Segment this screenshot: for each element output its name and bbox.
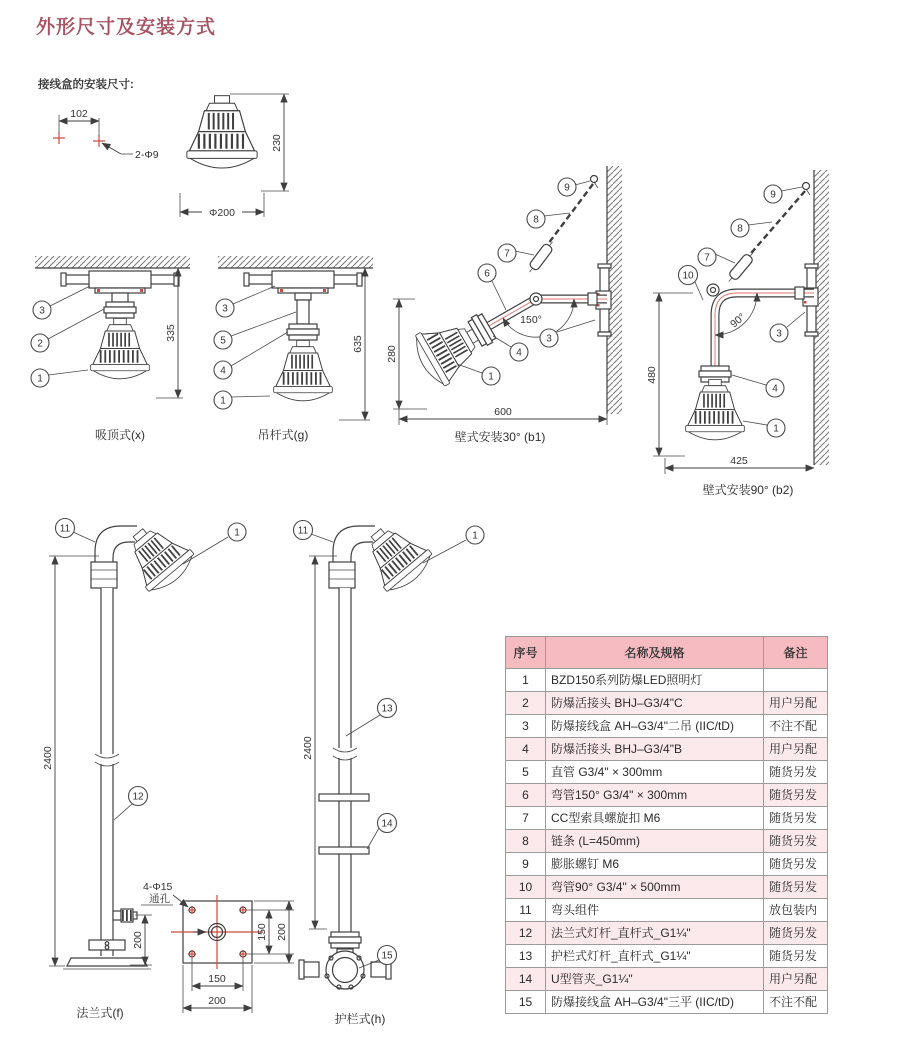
dim-width-425: 425 xyxy=(730,455,748,467)
table-header-row xyxy=(506,637,828,669)
lamp-icon xyxy=(686,379,745,439)
col-note: 随货另发 xyxy=(764,945,828,968)
col-name: 防爆接线盒 AH–G3/4"三平 (IIC/tD) xyxy=(546,991,764,1014)
svg-text:4: 4 xyxy=(772,383,778,395)
col-note: 随货另发 xyxy=(764,876,828,899)
col-header-note: 备注 xyxy=(764,637,828,669)
svg-text:1: 1 xyxy=(220,395,226,407)
parts-table-body xyxy=(506,669,828,1014)
callout-3 xyxy=(540,320,595,347)
table-row xyxy=(506,922,828,945)
pole xyxy=(333,588,357,932)
callout-1 xyxy=(31,369,88,387)
svg-text:4: 4 xyxy=(516,347,522,359)
callout-3 xyxy=(216,286,275,317)
col-name: U型管夹_G1¼" xyxy=(546,968,764,991)
union-coupling xyxy=(104,302,136,318)
col-name: 弯管150° G3/4" × 300mm xyxy=(546,784,764,807)
svg-text:1: 1 xyxy=(234,527,240,539)
col-index: 9 xyxy=(506,853,546,876)
dim-102: 102 xyxy=(70,108,88,120)
callout-10 xyxy=(679,266,704,301)
ceiling-mount-drawing xyxy=(20,248,210,448)
svg-text:5: 5 xyxy=(220,335,226,347)
col-note: 用户另配 xyxy=(764,968,828,991)
callout-11 xyxy=(294,521,334,543)
caption-ceiling-mount: 吸顶式(x) xyxy=(95,428,145,442)
svg-text:3: 3 xyxy=(776,328,782,340)
elbow-assembly xyxy=(329,526,375,588)
svg-text:13: 13 xyxy=(381,703,393,715)
caption-wall-mount-30: 壁式安装30° (b1) xyxy=(454,430,546,444)
callout-12 xyxy=(114,787,148,821)
col-name: 弯头组件 xyxy=(546,899,764,922)
callout-6 xyxy=(478,264,506,310)
junction-box-tee xyxy=(244,271,362,293)
callout-1 xyxy=(183,523,246,564)
mount-hole-cross-marks xyxy=(53,132,105,147)
col-index: 8 xyxy=(506,830,546,853)
svg-text:1: 1 xyxy=(472,530,478,542)
col-name: 法兰式灯杆_直杆式_G1¼" xyxy=(546,922,764,945)
dim-pole-2400: 2400 xyxy=(302,736,314,760)
dim-plate-200-v: 200 xyxy=(276,923,288,941)
table-row xyxy=(506,784,828,807)
col-index: 11 xyxy=(506,899,546,922)
col-index: 6 xyxy=(506,784,546,807)
dim-plate-150-v: 150 xyxy=(256,923,268,941)
lamp-icon xyxy=(274,340,333,400)
caption-pendant-mount: 吊杆式(g) xyxy=(257,428,309,442)
svg-text:7: 7 xyxy=(704,252,710,264)
callout-7 xyxy=(698,248,735,266)
svg-text:12: 12 xyxy=(132,791,144,803)
col-name: CC型索具螺旋扣 M6 xyxy=(546,807,764,830)
col-note: 随货另发 xyxy=(764,830,828,853)
svg-text:15: 15 xyxy=(381,950,393,962)
caption-wall-mount-90: 壁式安装90° (b2) xyxy=(702,483,794,497)
table-row xyxy=(506,945,828,968)
table-row xyxy=(506,853,828,876)
svg-text:3: 3 xyxy=(39,305,45,317)
callout-3 xyxy=(770,312,805,342)
callout-13 xyxy=(346,699,397,737)
col-name: 弯管90° G3/4" × 500mm xyxy=(546,876,764,899)
table-row xyxy=(506,715,828,738)
col-index: 5 xyxy=(506,761,546,784)
col-index: 13 xyxy=(506,945,546,968)
svg-text:10: 10 xyxy=(682,270,694,282)
dim-height-635: 635 xyxy=(352,335,364,353)
col-index: 2 xyxy=(506,692,546,715)
callout-1 xyxy=(214,391,270,409)
table-row xyxy=(506,899,828,922)
caption-flange-pole: 法兰式(f) xyxy=(76,1006,124,1020)
col-name: 防爆活接头 BHJ–G3/4"C xyxy=(546,692,764,715)
pendant-mount-drawing xyxy=(203,248,393,448)
col-header-name: 名称及规格 xyxy=(546,637,764,669)
col-name: 防爆接线盒 AH–G3/4"二吊 (IIC/tD) xyxy=(546,715,764,738)
svg-text:11: 11 xyxy=(59,523,71,535)
angle-90: 90° xyxy=(728,310,749,331)
svg-text:9: 9 xyxy=(564,182,570,194)
col-name: 链条 (L=450mm) xyxy=(546,830,764,853)
straight-pipe xyxy=(297,300,309,324)
col-note: 随货另发 xyxy=(764,807,828,830)
col-index: 1 xyxy=(506,669,546,692)
col-index: 10 xyxy=(506,876,546,899)
callout-8 xyxy=(527,210,570,228)
callout-4 xyxy=(732,375,784,397)
junction-box-note: 接线盒的安装尺寸: xyxy=(38,79,134,91)
callout-3 xyxy=(33,286,90,319)
guardrail-pole-drawing xyxy=(283,508,503,1038)
svg-text:6: 6 xyxy=(484,268,490,280)
svg-text:14: 14 xyxy=(381,818,393,830)
callout-14 xyxy=(367,814,397,850)
holes-label: 4-Φ15 xyxy=(143,881,173,893)
col-header-index: 序号 xyxy=(506,637,546,669)
col-name: BZD150系列防爆LED照明灯 xyxy=(546,669,764,692)
dim-height-280: 280 xyxy=(386,345,398,363)
dim-height-230: 230 xyxy=(271,134,283,152)
union-coupling xyxy=(329,932,361,948)
col-note: 不注不配 xyxy=(764,991,828,1014)
col-name: 膨胀螺钉 M6 xyxy=(546,853,764,876)
lamp-icon xyxy=(187,96,257,168)
col-index: 4 xyxy=(506,738,546,761)
dim-plate-200-h: 200 xyxy=(208,995,226,1007)
col-index: 12 xyxy=(506,922,546,945)
callout-1 xyxy=(457,364,500,385)
table-row xyxy=(506,991,828,1014)
svg-text:9: 9 xyxy=(770,189,776,201)
svg-text:3: 3 xyxy=(546,333,552,345)
table-row xyxy=(506,876,828,899)
col-name: 防爆活接头 BHJ–G3/4"B xyxy=(546,738,764,761)
ceiling-hatch xyxy=(218,256,373,268)
union-coupling xyxy=(287,324,319,340)
dim-2xphi9: 2-Φ9 xyxy=(135,149,159,161)
callout-1 xyxy=(423,526,484,563)
svg-text:2: 2 xyxy=(37,338,43,350)
dim-plate-150-h: 150 xyxy=(208,973,226,985)
base-plate-detail xyxy=(141,881,294,1013)
lamp-front-view-drawing xyxy=(168,88,308,233)
dim-height-480: 480 xyxy=(646,366,658,384)
col-note: 用户另配 xyxy=(764,692,828,715)
col-note: 放包装内 xyxy=(764,899,828,922)
table-row xyxy=(506,692,828,715)
dim-height-335: 335 xyxy=(165,324,177,342)
svg-text:8: 8 xyxy=(533,214,539,226)
flange-pole-drawing xyxy=(35,508,305,1020)
angle-150: 150° xyxy=(520,314,542,326)
svg-text:7: 7 xyxy=(504,248,510,260)
table-row xyxy=(506,669,828,692)
wall-mount-30-drawing xyxy=(385,160,647,450)
col-note: 随货另发 xyxy=(764,761,828,784)
svg-text:3: 3 xyxy=(222,303,228,315)
table-row xyxy=(506,968,828,991)
parts-table xyxy=(505,636,828,1014)
col-name: 直管 G3/4" × 300mm xyxy=(546,761,764,784)
col-note: 不注不配 xyxy=(764,715,828,738)
dim-width-600: 600 xyxy=(494,406,512,418)
through-hole-label: 通孔 xyxy=(149,893,170,905)
col-index: 3 xyxy=(506,715,546,738)
junction-box-dimension-drawing xyxy=(35,92,185,172)
table-row xyxy=(506,761,828,784)
callout-1 xyxy=(743,419,785,437)
callout-5 xyxy=(214,312,296,349)
table-row xyxy=(506,830,828,853)
callout-7 xyxy=(498,244,534,262)
callout-4 xyxy=(493,336,528,361)
svg-text:11: 11 xyxy=(297,525,309,537)
col-index: 7 xyxy=(506,807,546,830)
dim-gland-200: 200 xyxy=(132,931,144,949)
col-note: 随货另发 xyxy=(764,784,828,807)
col-note: 随货另发 xyxy=(764,922,828,945)
junction-box-tee xyxy=(61,271,179,293)
svg-text:1: 1 xyxy=(488,371,494,383)
turnbuckle xyxy=(725,249,757,285)
col-index: 15 xyxy=(506,991,546,1014)
svg-text:1: 1 xyxy=(773,423,779,435)
col-note: 用户另配 xyxy=(764,738,828,761)
cable-gland xyxy=(113,909,137,922)
col-index: 14 xyxy=(506,968,546,991)
table-row xyxy=(506,738,828,761)
svg-text:8: 8 xyxy=(737,223,743,235)
ceiling-hatch xyxy=(35,256,190,268)
callout-11 xyxy=(56,519,96,543)
caption-guardrail-pole: 护栏式(h) xyxy=(334,1012,386,1026)
lamp-icon xyxy=(91,318,150,378)
wall-plate xyxy=(803,264,818,336)
svg-text:4: 4 xyxy=(220,365,226,377)
elbow-assembly xyxy=(91,526,137,588)
col-name: 护栏式灯杆_直杆式_G1¼" xyxy=(546,945,764,968)
dim-diameter-200: Φ200 xyxy=(209,207,235,219)
pole xyxy=(95,588,119,956)
bent-arm-pipe xyxy=(715,287,814,366)
dim-pole-2400: 2400 xyxy=(42,746,54,770)
turnbuckle xyxy=(526,239,557,275)
page-title: 外形尺寸及安装方式 xyxy=(36,17,217,38)
col-note xyxy=(764,669,828,692)
col-note: 随货另发 xyxy=(764,853,828,876)
svg-text:1: 1 xyxy=(37,373,43,385)
wall-mount-90-drawing xyxy=(645,160,900,500)
table-row xyxy=(506,807,828,830)
